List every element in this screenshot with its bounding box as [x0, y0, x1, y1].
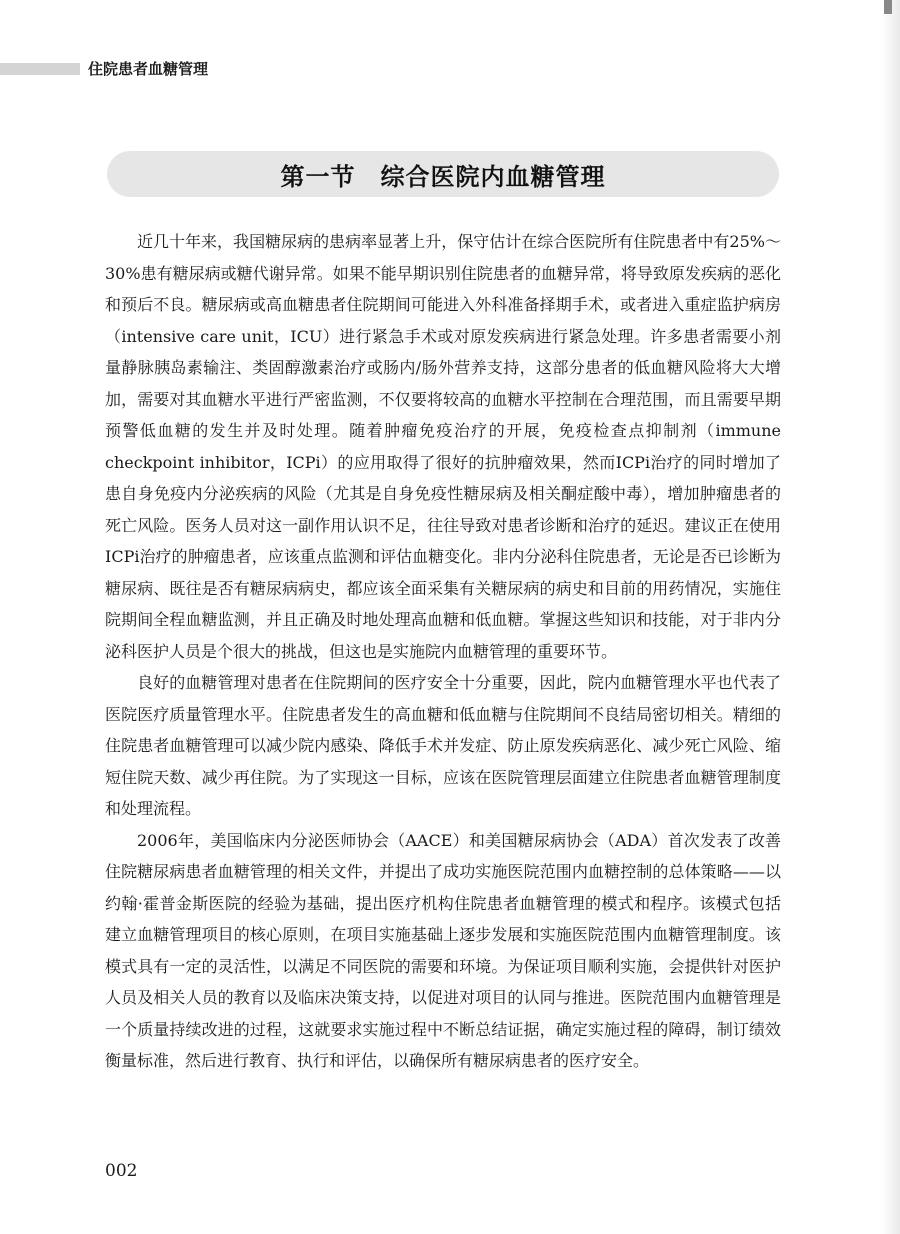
paragraph-3: 2006年，美国临床内分泌医师协会（AACE）和美国糖尿病协会（ADA）首次发表了改善住院糖尿病患者血糖管理的相关文件，并提出了成功实施医院范围内血糖控制的总体策略——以约翰·霍普金斯医院的经验为基础，提出医疗机构住院患者血糖管理的模式和程序。该模式包括建立血糖管理项目的核心原则，在项目实施基础上逐步发展和实施医院范围内血糖管理制度。该模式具有一定的灵活性，以满足不同医院的需要和环境。为保证项目顺利实施，会提供针对医护人员及相关人员的教育以及临床决策支持，以促进对项目的认同与推进。医院范围内血糖管理是一个质量持续改进的过程，这就要求实施过程中不断总结证据，确定实施过程的障碍，制订绩效衡量标准，然后进行教育、执行和评估，以确保所有糖尿病患者的医疗安全。	[105, 830, 781, 1070]
running-header	[0, 58, 260, 80]
body-text	[105, 226, 781, 1077]
running-header-title: 住院患者血糖管理	[88, 60, 209, 78]
section-title: 第一节 综合医院内血糖管理	[280, 162, 606, 191]
page-edge-shadow	[882, 0, 900, 1234]
paragraph-1: 近几十年来，我国糖尿病的患病率显著上升，保守估计在综合医院所有住院患者中有25%～30%患有糖尿病或糖代谢异常。如果不能早期识别住院患者的血糖异常，将导致原发疾病的恶化和预后不良。糖尿病或高血糖患者住院期间可能进入外科准备择期手术，或者进入重症监护病房（intensive care unit，ICU）进行紧急手术或对原发疾病进行紧急处理。许多患者需要小剂量静脉胰岛素输注、类固醇激素治疗或肠内/肠外营养支持，这部分患者的低血糖风险将大大增加，需要对其血糖水平进行严密监测，不仅要将较高的血糖水平控制在合理范围，而且需要早期预警低血糖的发生并及时处理。随着肿瘤免疫治疗的开展，免疫检查点抑制剂（immune checkpoint inhibitor，ICPi）的应用取得了很好的抗肿瘤效果，然而ICPi治疗的同时增加了患自身免疫内分泌疾病的风险（尤其是自身免疫性糖尿病及相关酮症酸中毒），增加肿瘤患者的死亡风险。医务人员对这一副作用认识不足，往往导致对患者诊断和治疗的延迟。建议正在使用ICPi治疗的肿瘤患者，应该重点监测和评估血糖变化。非内分泌科住院患者，无论是否已诊断为糖尿病、既往是否有糖尿病病史，都应该全面采集有关糖尿病的病史和目前的用药情况，实施住院期间全程血糖监测，并且正确及时地处理高血糖和低血糖。掌握这些知识和技能，对于非内分泌科医护人员是个很大的挑战，但这也是实施院内血糖管理的重要环节。	[105, 232, 781, 661]
corner-mark	[884, 0, 892, 14]
section-banner	[107, 151, 779, 197]
paragraph-2: 良好的血糖管理对患者在住院期间的医疗安全十分重要，因此，院内血糖管理水平也代表了医院医疗质量管理水平。住院患者发生的高血糖和低血糖与住院期间不良结局密切相关。精细的住院患者血糖管理可以减少院内感染、降低手术并发症、防止原发疾病恶化、减少死亡风险、缩短住院天数、减少再住院。为了实现这一目标，应该在医院管理层面建立住院患者血糖管理制度和处理流程。	[105, 673, 781, 818]
page-number: 002	[105, 1161, 138, 1181]
header-bar	[0, 63, 80, 75]
